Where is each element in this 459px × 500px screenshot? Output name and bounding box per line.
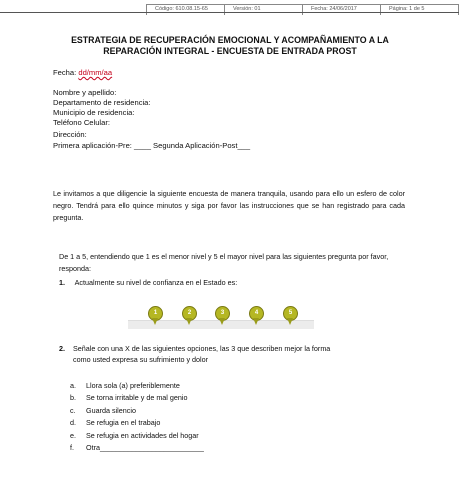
rating-option-1[interactable] [148,306,162,326]
header-divider [0,12,459,13]
header-metadata [146,4,459,15]
intro-paragraph: Le invitamos a que diligencie la siguiente encuesta de manera tranquila, usando para ello un esfero de color negro. Tendrá para ello quince minutos y siga por favor las instrucciones que se han registrado para cada pregunta. [53,189,405,222]
title-line-2: REPARACIÓN INTEGRAL - ENCUESTA DE ENTRADA PROST [103,46,357,56]
question-2-number: 2. [59,344,65,353]
telefono-field[interactable]: Teléfono Celular: [53,118,110,127]
option-e[interactable]: e. Se refugia en actividades del hogar [70,430,199,440]
fecha-label: Fecha: [53,68,77,77]
option-f[interactable]: f. Otra__________________________ [70,443,204,453]
rating-pin-icon: 3 [215,306,230,321]
title-line-1: ESTRATEGIA DE RECUPERACIÓN EMOCIONAL Y ACOMPAÑAMIENTO A LA [71,35,389,45]
question-1-text: Actualmente su nivel de confianza en el Estado es: [74,278,238,287]
rating-option-5[interactable] [283,306,297,326]
rating-pin-icon: 1 [148,306,163,321]
header-version: Versión: 01 [224,5,302,15]
question-2 [59,343,330,365]
departamento-field[interactable]: Departamento de residencia: [53,98,151,107]
header-date: Fecha: 24/06/2017 [302,5,380,15]
header-page: Página: 1 de 5 [380,5,458,15]
rating-option-3[interactable] [215,306,229,326]
rating-option-4[interactable] [249,306,263,326]
options-list [70,380,204,454]
rating-pin-icon: 5 [283,306,298,321]
option-a[interactable]: a. Llora sola (a) preferiblemente [70,381,180,390]
nombre-field[interactable]: Nombre y apellido: [53,88,117,97]
aplicacion-field[interactable]: Primera aplicación-Pre: ____ Segunda Aplicación-Post___ [53,141,251,150]
instructions-paragraph: De 1 a 5, entendiendo que 1 es el menor nivel y 5 el mayor nivel para las siguientes pregunta por favor, responda: [59,252,389,273]
municipio-field[interactable]: Municipio de residencia: [53,108,135,117]
option-d[interactable]: d. Se refugia en el trabajo [70,418,161,428]
rating-pin-icon: 4 [249,306,264,321]
document-title [60,35,400,57]
rating-scale [128,306,314,332]
fecha-value: dd/mm/aa [78,68,113,77]
rating-option-2[interactable] [182,306,196,326]
fecha-field[interactable] [53,68,112,78]
question-1 [59,277,237,288]
question-1-number: 1. [59,278,65,287]
option-b[interactable]: b. Se torna irritable y de mal genio [70,393,188,403]
question-2-line-1: Señale con una X de las siguientes opciones, las 3 que describen mejor la forma [73,344,331,353]
header-code: Código: 610.08.15-65 [155,6,208,12]
rating-pin-icon: 2 [182,306,197,321]
option-c[interactable]: c. Guarda silencio [70,405,136,415]
question-2-line-2: como usted expresa su sufrimiento y dolor [73,355,209,364]
direccion-field[interactable]: Dirección: [53,130,87,139]
document-header [0,0,459,16]
